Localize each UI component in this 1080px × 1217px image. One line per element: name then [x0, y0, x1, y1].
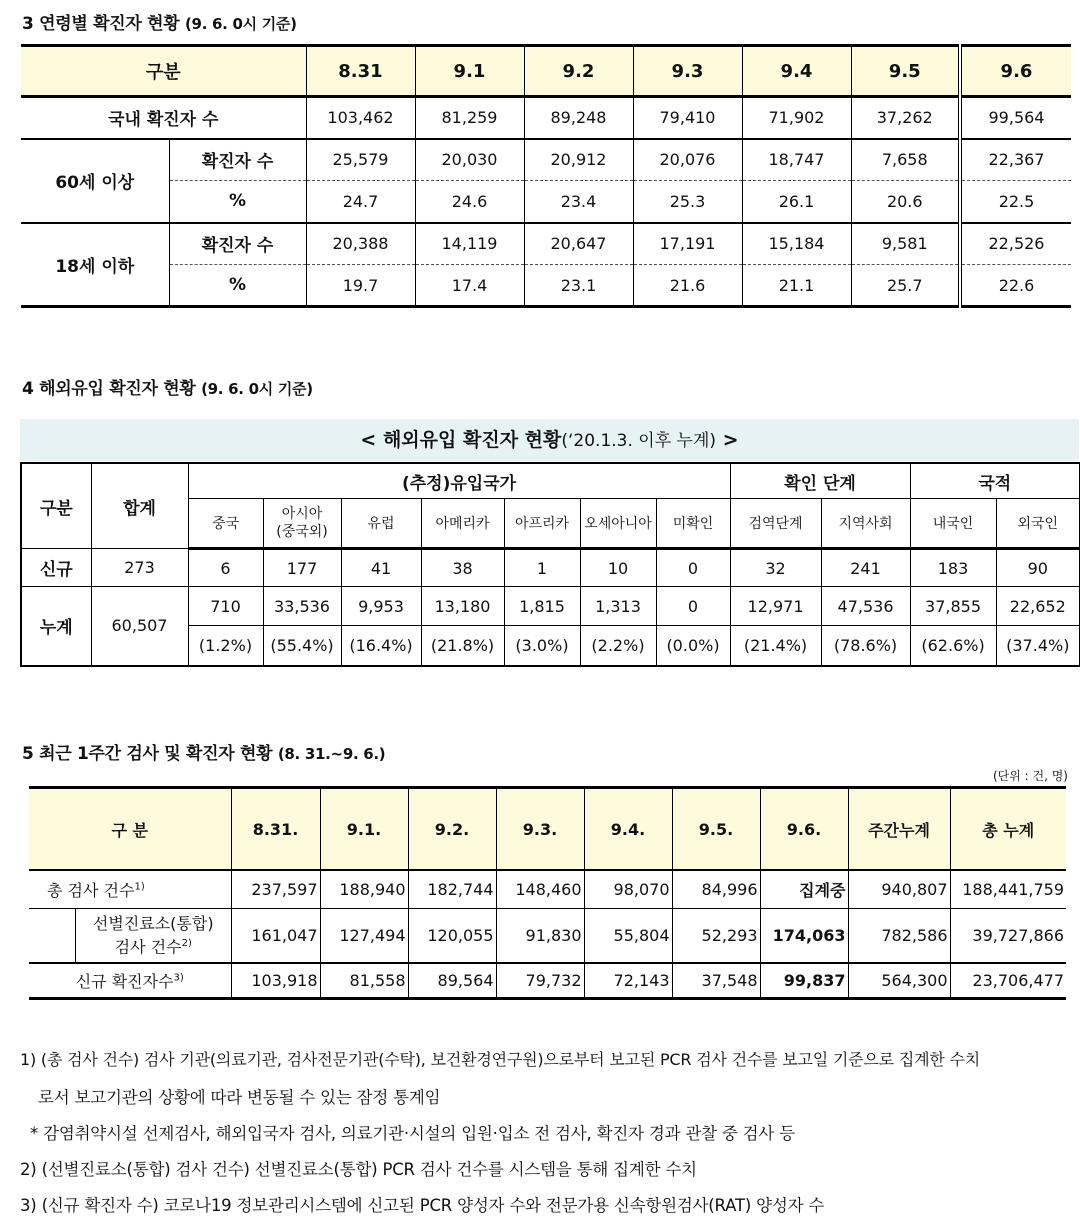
header-cell: 9.3.: [496, 788, 584, 871]
table-cell: 120,055: [408, 908, 496, 963]
table-cell: 182,744: [408, 870, 496, 908]
table-cell: 103,918: [231, 963, 320, 999]
header-cell: 9.2.: [408, 788, 496, 871]
table-cell: (37.4%): [996, 626, 1080, 666]
table-row: [21, 139, 1071, 181]
table-cell: 12,971: [730, 587, 821, 626]
table-cell: 148,460: [496, 870, 584, 908]
footnote-1-detail: * 감염취약시설 선제검사, 해외입국자 검사, 의료기관·시설의 입원·입소 전 검사, 확진자 경과 관찰 중 검사 등: [30, 1124, 795, 1143]
table-cell: 23.4: [524, 181, 633, 223]
table-cell: 79,732: [496, 963, 584, 999]
footnote-1: 1) (총 검사 건수) 검사 기관(의료기관, 검사전문기관(수탁), 보건환경연구원)으로부터 보고된 PCR 검사 건수를 보고일 기준으로 집계한 수치: [20, 1050, 980, 1069]
table-cell: 72,143: [584, 963, 672, 999]
caption-sub: (‘20.1.3. 이후 누계): [561, 431, 717, 451]
table-cell: 25.7: [851, 265, 960, 307]
header-group: 확인 단계: [730, 463, 910, 499]
header-cell: 오세아니아: [580, 499, 656, 549]
row-label-line2: [76, 934, 231, 957]
row-label: 국내 확진자 수: [21, 97, 306, 139]
footnote-marker: 3): [173, 972, 184, 984]
row-label: 확진자 수: [169, 223, 306, 265]
table-cell: 37,855: [910, 587, 996, 626]
table-header-row: [21, 46, 1071, 97]
table-cell: 22.6: [960, 265, 1071, 307]
table-cell: 79,410: [633, 97, 742, 139]
table-cell: 20,030: [415, 139, 524, 181]
table-cell: 22,367: [960, 139, 1071, 181]
row-label: 누계: [21, 587, 91, 666]
row-group-label: 18세 이하: [21, 223, 169, 307]
table-header-row: [21, 463, 1080, 499]
age-cases-table: [21, 44, 1071, 308]
table-cell: 99,564: [960, 97, 1071, 139]
table-cell: 26.1: [742, 181, 851, 223]
table-header-row: [29, 788, 1066, 871]
row-label-text: 검사 건수: [114, 936, 182, 956]
table-cell: 0: [656, 549, 730, 587]
table-cell: 0: [656, 587, 730, 626]
table-cell: 20,912: [524, 139, 633, 181]
caption-main: < 해외유입 확진자 현황: [360, 429, 562, 451]
table-cell: 33,536: [263, 587, 341, 626]
table-cell: 98,070: [584, 870, 672, 908]
table-cell: 25.3: [633, 181, 742, 223]
table-cell: 18,747: [742, 139, 851, 181]
table-cell: 41: [341, 549, 421, 587]
row-group-label: 60세 이상: [21, 139, 169, 223]
header-cell: 아시아 (중국외): [263, 499, 341, 549]
table-cell: 39,727,866: [950, 908, 1066, 963]
table-cell: 103,462: [306, 97, 415, 139]
table-cell: 37,262: [851, 97, 960, 139]
table-cell: 21.1: [742, 265, 851, 307]
table-cell: 37,548: [672, 963, 760, 999]
table-cell: 22.5: [960, 181, 1071, 223]
table-cell: 174,063: [760, 908, 848, 963]
table-cell: 6: [188, 549, 263, 587]
section5-date-note: (8. 31.~9. 6.): [277, 745, 386, 763]
header-cell: 9.2: [524, 46, 633, 97]
table-row: [21, 587, 1080, 626]
table-cell: 241: [821, 549, 910, 587]
table-cell: 71,902: [742, 97, 851, 139]
header-cell: 9.1: [415, 46, 524, 97]
footnote-2: 2) (선별진료소(통합) 검사 건수) 선별진료소(통합) PCR 검사 건수를 시스템을 통해 집계한 수치: [20, 1160, 697, 1179]
header-cell: 아프리카: [504, 499, 580, 549]
table-cell: 7,658: [851, 139, 960, 181]
weekly-tests-table: [29, 786, 1066, 1000]
imported-cases-table: [20, 462, 1080, 667]
table-cell: 89,564: [408, 963, 496, 999]
header-cell: 9.5.: [672, 788, 760, 871]
table-cell: 1,815: [504, 587, 580, 626]
table-cell: 52,293: [672, 908, 760, 963]
table-cell: 19.7: [306, 265, 415, 307]
header-cell: 8.31: [306, 46, 415, 97]
row-label-text: 신규 확진자수: [75, 972, 174, 992]
header-cell: 중국: [188, 499, 263, 549]
table-cell: 91,830: [496, 908, 584, 963]
header-group: (추정)유입국가: [188, 463, 730, 499]
section5-heading: [22, 739, 385, 764]
header-cell: 9.1.: [320, 788, 408, 871]
table-cell: 99,837: [760, 963, 848, 999]
table-cell: 84,996: [672, 870, 760, 908]
header-cell: 8.31.: [231, 788, 320, 871]
table-cell: 32: [730, 549, 821, 587]
table-cell: 38: [421, 549, 504, 587]
footnote-marker: 2): [181, 937, 192, 949]
table-cell: 1,313: [580, 587, 656, 626]
header-cell: 아메리카: [421, 499, 504, 549]
section4-date-note: (9. 6. 0시 기준): [201, 380, 313, 398]
table-cell: 1: [504, 549, 580, 587]
table-cell: 161,047: [231, 908, 320, 963]
table-cell: 20,388: [306, 223, 415, 265]
header-cell: 미확인: [656, 499, 730, 549]
table-cell: 127,494: [320, 908, 408, 963]
row-label: 확진자 수: [169, 139, 306, 181]
header-cell: 구 분: [29, 788, 231, 871]
table-cell: 183: [910, 549, 996, 587]
table-cell: 13,180: [421, 587, 504, 626]
row-label-text: 선별진료소(통합): [92, 913, 214, 933]
unit-note: (단위 : 건, 명): [992, 769, 1068, 783]
section5-title: 5 최근 1주간 검사 및 확진자 현황: [22, 744, 273, 764]
table-cell: 188,940: [320, 870, 408, 908]
table-cell: 20.6: [851, 181, 960, 223]
row-label: %: [169, 265, 306, 307]
table-cell: 177: [263, 549, 341, 587]
header-cell: 총 누계: [950, 788, 1066, 871]
row-label: [29, 963, 231, 999]
header-cell: 9.6: [960, 46, 1071, 97]
table-cell: 14,119: [415, 223, 524, 265]
table-cell: 237,597: [231, 870, 320, 908]
header-cell: 9.4: [742, 46, 851, 97]
header-cell: 주간누계: [848, 788, 950, 871]
table-cell: (16.4%): [341, 626, 421, 666]
header-cell: 구분: [21, 463, 91, 549]
table-cell: 710: [188, 587, 263, 626]
table-cell: (21.8%): [421, 626, 504, 666]
table-cell: 25,579: [306, 139, 415, 181]
table-cell: 15,184: [742, 223, 851, 265]
table-cell: 20,076: [633, 139, 742, 181]
section3-title: 3 연령별 확진자 현황: [22, 14, 180, 34]
table-cell: (55.4%): [263, 626, 341, 666]
header-cell: 9.5: [851, 46, 960, 97]
caption-end: >: [716, 429, 739, 451]
table-cell: 23.1: [524, 265, 633, 307]
table-cell: (78.6%): [821, 626, 910, 666]
header-group: 국적: [910, 463, 1080, 499]
row-label: 신규: [21, 549, 91, 587]
table-cell: 55,804: [584, 908, 672, 963]
table-cell: 782,586: [848, 908, 950, 963]
table-cell: (1.2%): [188, 626, 263, 666]
section3-heading: [22, 9, 297, 34]
table-cell: 564,300: [848, 963, 950, 999]
table-cell: 188,441,759: [950, 870, 1066, 908]
header-cell: 9.6.: [760, 788, 848, 871]
table-cell: 10: [580, 549, 656, 587]
header-cell: 9.4.: [584, 788, 672, 871]
row-label: [29, 870, 231, 908]
table-row: [21, 97, 1071, 139]
table-cell: 22,652: [996, 587, 1080, 626]
header-cell: 유럽: [341, 499, 421, 549]
table-row: [21, 181, 1071, 223]
footnote-marker: 1): [134, 881, 145, 893]
header-cell: 합계: [91, 463, 188, 549]
table-cell: 81,558: [320, 963, 408, 999]
table-row: [29, 870, 1066, 908]
table-row: [29, 963, 1066, 999]
row-label: [29, 908, 231, 963]
table-cell: 9,953: [341, 587, 421, 626]
table-row: [21, 265, 1071, 307]
header-cell: 내국인: [910, 499, 996, 549]
table-cell: 집계중: [760, 870, 848, 908]
table-cell: (2.2%): [580, 626, 656, 666]
table-cell: (3.0%): [504, 626, 580, 666]
header-cell: 검역단계: [730, 499, 821, 549]
table-cell: 17.4: [415, 265, 524, 307]
section4-title: 4 해외유입 확진자 현황: [22, 379, 196, 399]
row-label: %: [169, 181, 306, 223]
table-cell: 23,706,477: [950, 963, 1066, 999]
table-cell: 940,807: [848, 870, 950, 908]
table-cell: 47,536: [821, 587, 910, 626]
table-cell: (0.0%): [656, 626, 730, 666]
header-cell: 구분: [21, 46, 306, 97]
header-cell: 지역사회: [821, 499, 910, 549]
table-cell: 21.6: [633, 265, 742, 307]
footnote-1-cont: 로서 보고기관의 상황에 따라 변동될 수 있는 잠정 통계임: [38, 1088, 441, 1107]
table-cell: 273: [91, 549, 188, 587]
table-cell: 24.6: [415, 181, 524, 223]
table-cell: (21.4%): [730, 626, 821, 666]
table-cell: 9,581: [851, 223, 960, 265]
imported-cases-caption: [20, 419, 1079, 461]
table-cell: 22,526: [960, 223, 1071, 265]
row-label-box: [75, 909, 231, 962]
table-cell: 24.7: [306, 181, 415, 223]
section4-heading: [22, 374, 313, 399]
section3-date-note: (9. 6. 0시 기준): [185, 15, 297, 33]
header-cell: 외국인: [996, 499, 1080, 549]
table-cell: 81,259: [415, 97, 524, 139]
row-label-text: 총 검사 건수: [47, 880, 135, 900]
table-row: [21, 223, 1071, 265]
table-cell: 17,191: [633, 223, 742, 265]
table-row: [21, 549, 1080, 587]
footnote-3: 3) (신규 확진자 수) 코로나19 정보관리시스템에 신고된 PCR 양성자 수와 전문가용 신속항원검사(RAT) 양성자 수: [20, 1196, 825, 1215]
table-cell: 20,647: [524, 223, 633, 265]
table-cell: 90: [996, 549, 1080, 587]
table-cell: (62.6%): [910, 626, 996, 666]
table-cell: 60,507: [91, 587, 188, 666]
header-cell: 9.3: [633, 46, 742, 97]
table-cell: 89,248: [524, 97, 633, 139]
table-row: [29, 908, 1066, 963]
